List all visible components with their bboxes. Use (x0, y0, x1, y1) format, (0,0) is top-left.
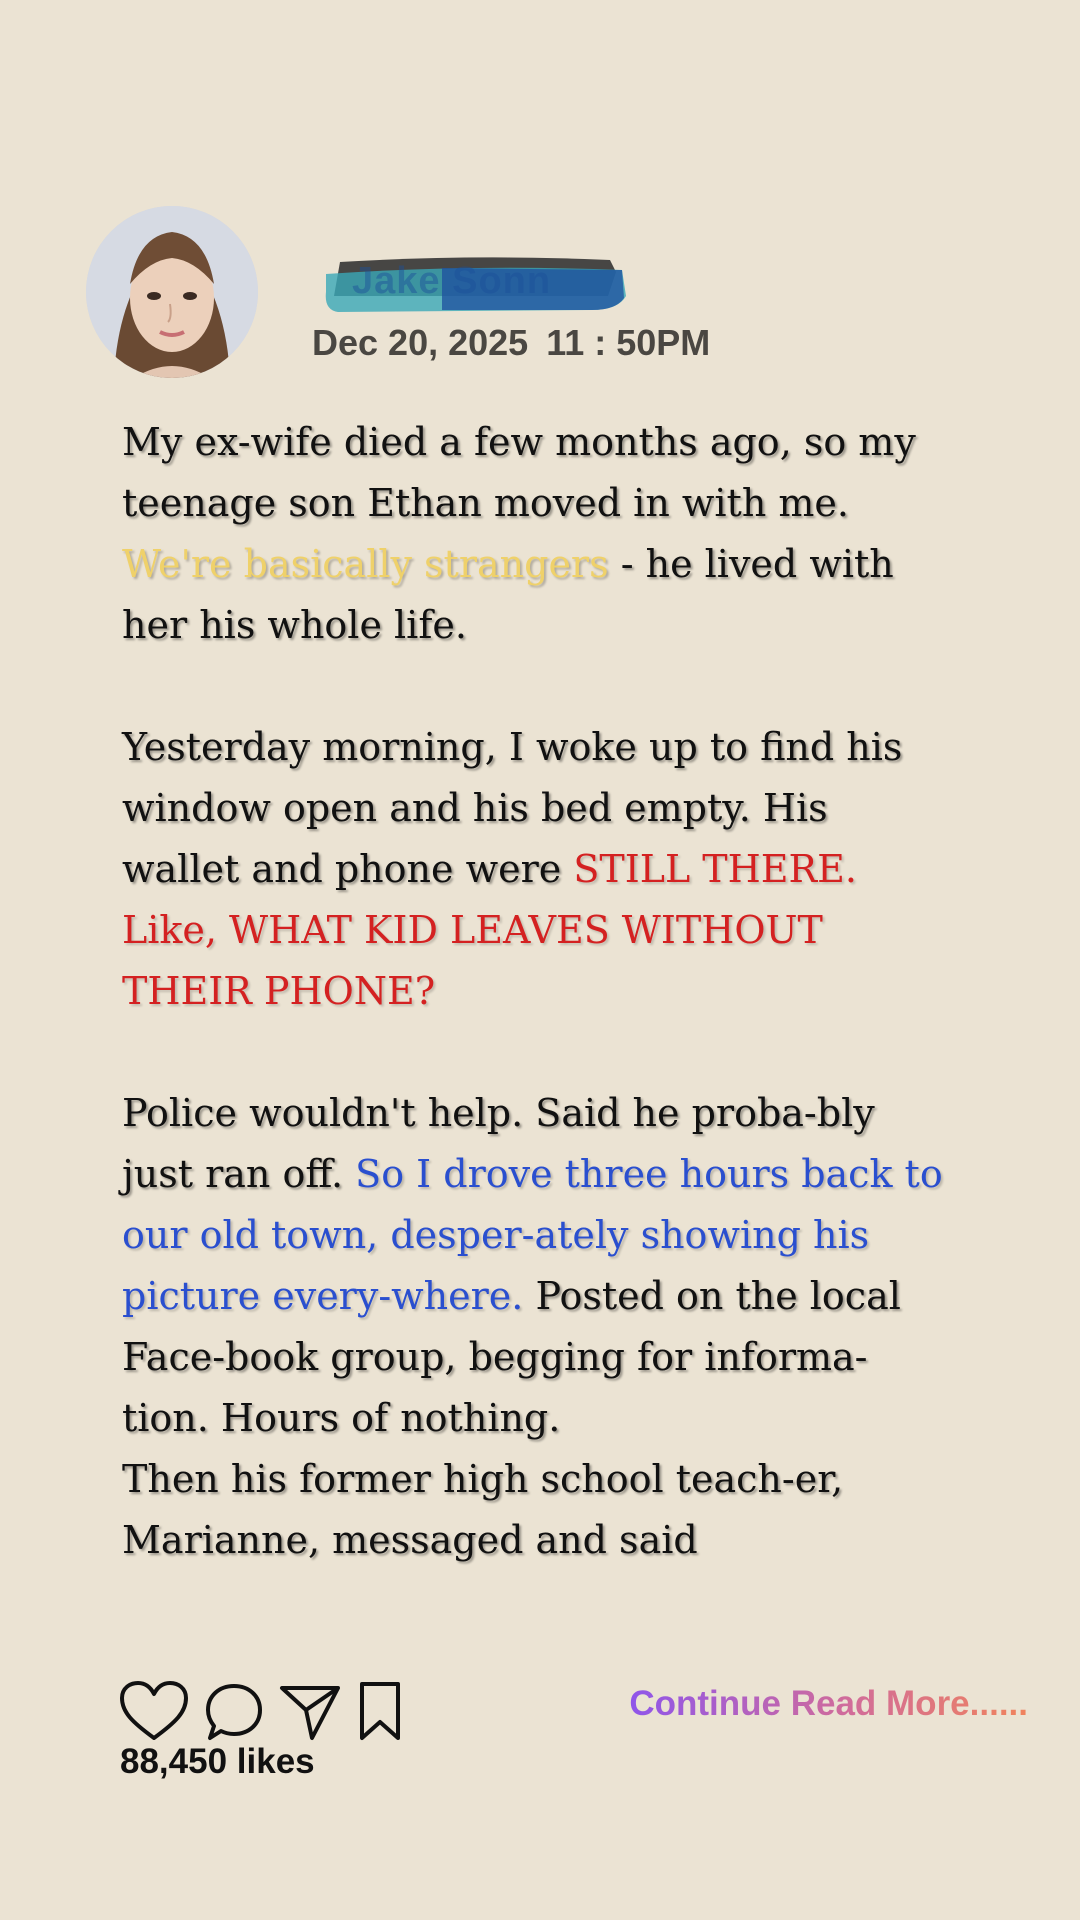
continue-read-more-link[interactable]: Continue Read More...... (629, 1684, 1028, 1723)
username-redacted[interactable] (322, 252, 626, 318)
send-icon (278, 1680, 342, 1744)
highlight-yellow-text: We're basically strangers (122, 542, 609, 586)
share-button[interactable] (278, 1680, 342, 1744)
highlight-blue-text: So I drove three hours back to our old town, desper-ately showing his picture every-where. (122, 1152, 943, 1318)
post-paragraph (122, 717, 952, 1022)
like-button[interactable] (118, 1680, 190, 1744)
bookmark-icon (356, 1680, 404, 1744)
likes-count[interactable]: 88,450 likes (120, 1742, 315, 1781)
post-paragraph (122, 412, 952, 656)
save-button[interactable] (356, 1680, 404, 1744)
post-paragraph (122, 1083, 952, 1571)
post-body (122, 412, 952, 1571)
post-text: Posted on the local Face-book group, begging for informa-tion. Hours of nothing. (122, 1274, 901, 1440)
avatar[interactable] (86, 206, 258, 378)
post-text: Then his former high school teach-er, Marianne, messaged and said (122, 1457, 844, 1562)
post-time: 11 : 50PM (546, 322, 711, 363)
post-date: Dec 20, 2025 (312, 322, 529, 363)
username-text: Jake Sonn (352, 260, 552, 302)
post-timestamp (312, 322, 710, 364)
post-text: - he lived with her his whole life. (122, 542, 894, 647)
comment-icon (204, 1680, 264, 1744)
heart-icon (118, 1680, 190, 1744)
post-text: Yesterday morning, I woke up to find his window open and his bed empty. His wallet and phone were (122, 725, 903, 891)
highlight-red-text: STILL THERE. Like, WHAT KID LEAVES WITHOUT THEIR PHONE? (122, 847, 857, 1013)
post-text: Police wouldn't help. Said he proba-bly just ran off. (122, 1091, 875, 1196)
post-text: My ex-wife died a few months ago, so my teenage son Ethan moved in with me. (122, 420, 916, 525)
avatar-portrait-icon (86, 206, 258, 378)
action-bar (118, 1680, 418, 1744)
comment-button[interactable] (204, 1680, 264, 1744)
